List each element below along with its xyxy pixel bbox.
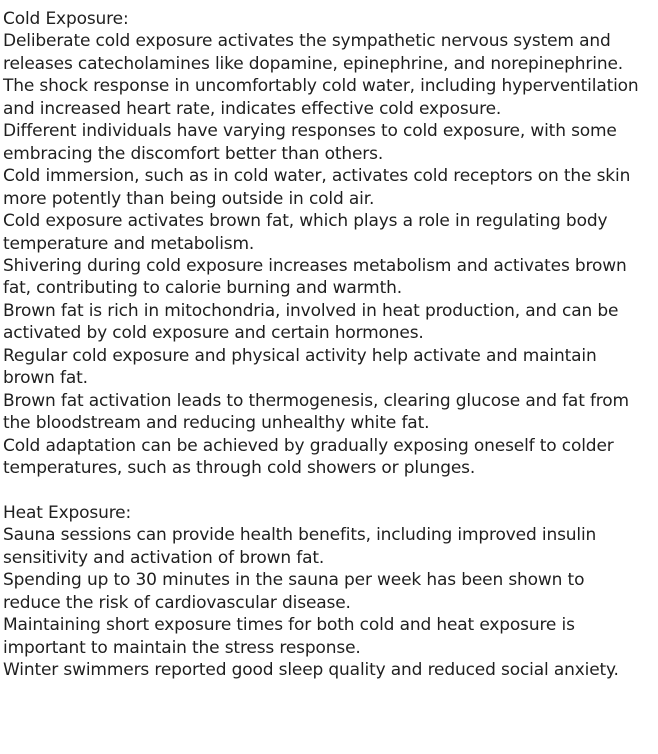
cold-exposure-item: Deliberate cold exposure activates the sympathetic nervous system and releases catecholamines like dopamine, epinephrine, and norepinephrine. [3, 31, 624, 74]
heat-exposure-item: Maintaining short exposure times for both cold and heat exposure is important to maintain the stress response. [3, 615, 575, 658]
section-title-cold-exposure: Cold Exposure: [3, 9, 129, 29]
heat-exposure-item: Sauna sessions can provide health benefits, including improved insulin sensitivity and activation of brown fat. [3, 525, 597, 568]
cold-exposure-item: The shock response in uncomfortably cold water, including hyperventilation and increased heart rate, indicates effective cold exposure. [3, 76, 639, 119]
cold-exposure-item: Brown fat is rich in mitochondria, involved in heat production, and can be activated by cold exposure and certain hormones. [3, 300, 619, 344]
cold-exposure-item: Cold adaptation can be achieved by gradually exposing oneself to colder temperatures, such as through cold showers or plunges. [3, 435, 614, 479]
cold-exposure-item: Cold exposure activates brown fat, which plays a role in regulating body temperature and metabolism. [3, 211, 608, 254]
cold-exposure-item: Shivering during cold exposure increases metabolism and activates brown fat, contributing to calorie burning and warmth. [3, 255, 627, 299]
section-spacer [3, 480, 644, 502]
section-heat-exposure [3, 502, 644, 682]
heat-exposure-item: Winter swimmers reported good sleep quality and reduced social anxiety. [3, 660, 619, 681]
cold-exposure-item: Brown fat activation leads to thermogenesis, clearing glucose and fat from the bloodstream and reducing unhealthy white fat. [3, 390, 629, 434]
section-cold-exposure [3, 8, 644, 480]
cold-exposure-item: Cold immersion, such as in cold water, activates cold receptors on the skin more potently than being outside in cold air. [3, 166, 631, 209]
section-title-heat-exposure: Heat Exposure: [3, 502, 132, 523]
heat-exposure-item: Spending up to 30 minutes in the sauna per week has been shown to reduce the risk of cardiovascular disease. [3, 570, 585, 613]
cold-exposure-item: Regular cold exposure and physical activity help activate and maintain brown fat. [3, 345, 597, 389]
cold-exposure-item: Different individuals have varying responses to cold exposure, with some embracing the discomfort better than others. [3, 121, 617, 164]
